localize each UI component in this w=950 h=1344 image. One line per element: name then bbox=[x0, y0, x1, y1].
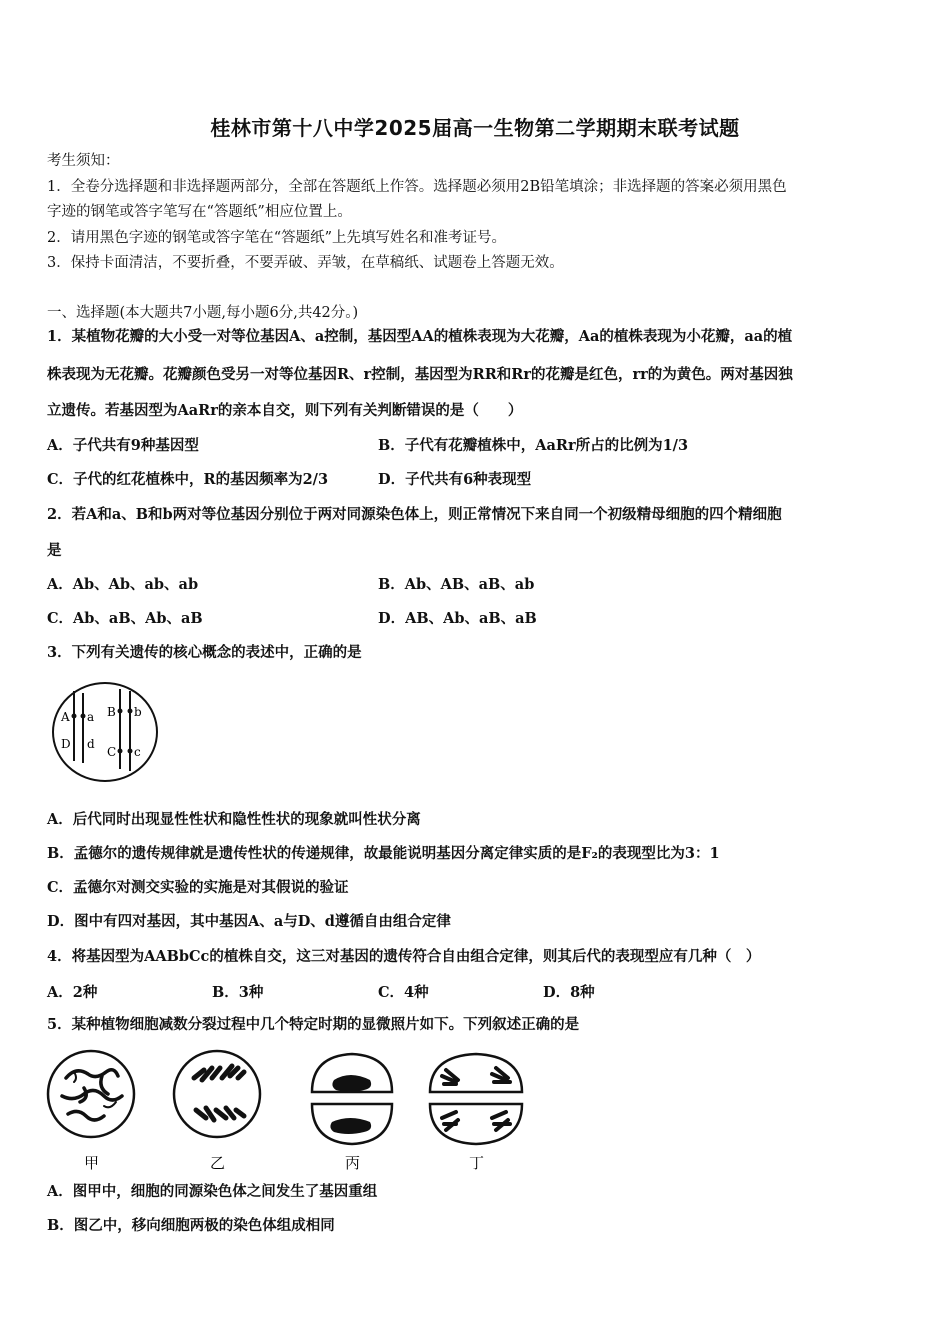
gene-label: D bbox=[61, 737, 71, 751]
question-4-stem: 4．将基因型为AABbCc的植株自交，这三对基因的遗传符合自由组合定律，则其后代的表现型应有几种（ ） bbox=[47, 948, 761, 965]
notice-item: 1．全卷分选择题和非选择题两部分，全部在答题纸上作答。选择题必须用2B铅笔填涂；非选择题的答案必须用黑色 bbox=[47, 179, 787, 195]
notice-item: 3．保持卡面清洁，不要折叠，不要弄破、弄皱，在草稿纸、试题卷上答题无效。 bbox=[47, 255, 564, 271]
figure-label: 乙 bbox=[210, 1154, 226, 1172]
question-1-line: 1．某植物花瓣的大小受一对等位基因A、a控制，基因型AA的植株表现为大花瓣，Aa的植株表现为小花瓣，aa的植 bbox=[47, 328, 793, 345]
section-heading: 一、选择题(本大题共7小题,每小题6分,共42分。) bbox=[47, 305, 359, 321]
q4-option-d: D．8种 bbox=[543, 984, 595, 1001]
question-5-stem: 5．某种植物细胞减数分裂过程中几个特定时期的显微照片如下。下列叙述正确的是 bbox=[47, 1016, 580, 1033]
q3-option-a: A．后代同时出现显性性状和隐性性状的现象就叫性状分离 bbox=[47, 811, 421, 828]
q1-option-a: A．子代共有9种基因型 bbox=[47, 437, 199, 454]
figure-label: 丙 bbox=[345, 1154, 361, 1172]
q1-option-d: D．子代共有6种表现型 bbox=[378, 471, 532, 488]
q4-option-b: B．3种 bbox=[212, 984, 264, 1001]
gene-label: A bbox=[61, 710, 70, 724]
question-2-line: 是 bbox=[47, 542, 62, 559]
question-1-line: 立遗传。若基因型为AaRr的亲本自交，则下列有关判断错误的是（ ） bbox=[47, 402, 523, 419]
question-2-line: 2．若A和a、B和b两对等位基因分别位于两对同源染色体上，则正常情况下来自同一个初级精母细胞的四个精细胞 bbox=[47, 506, 782, 523]
gene-label: d bbox=[87, 737, 95, 751]
gene-label: c bbox=[134, 745, 141, 759]
q2-option-b: B．Ab、AB、aB、ab bbox=[378, 576, 535, 593]
notice-heading: 考生须知： bbox=[47, 153, 120, 169]
cell-yi bbox=[174, 1051, 260, 1137]
gene-label: C bbox=[107, 745, 117, 759]
gene-label: b bbox=[134, 705, 142, 719]
question-3-stem: 3．下列有关遗传的核心概念的表述中，正确的是 bbox=[47, 644, 362, 661]
page-title: 桂林市第十八中学2025届高一生物第二学期期末联考试题 bbox=[210, 116, 740, 140]
gene-label: B bbox=[107, 705, 116, 719]
q5-option-a: A．图甲中，细胞的同源染色体之间发生了基因重组 bbox=[47, 1183, 378, 1200]
q4-option-a: A．2种 bbox=[47, 984, 98, 1001]
gene-chromosome-diagram bbox=[52, 681, 160, 783]
question-1-line: 株表现为无花瓣。花瓣颜色受另一对等位基因R、r控制，基因型为RR和Rr的花瓣是红色，rr的为黄色。两对基因独 bbox=[47, 366, 793, 383]
q3-option-d: D．图中有四对基因，其中基因A、a与D、d遵循自由组合定律 bbox=[47, 913, 451, 930]
cell-jia bbox=[48, 1051, 134, 1137]
q3-option-b: B．孟德尔的遗传规律就是遗传性状的传递规律，故最能说明基因分离定律实质的是F₂的表现型比为3：1 bbox=[47, 845, 720, 862]
q4-option-c: C．4种 bbox=[378, 984, 429, 1001]
q5-option-b: B．图乙中，移向细胞两极的染色体组成相同 bbox=[47, 1217, 335, 1234]
notice-item: 2．请用黑色字迹的钢笔或答字笔在“答题纸”上先填写姓名和准考证号。 bbox=[47, 230, 507, 246]
q2-option-c: C．Ab、aB、Ab、aB bbox=[47, 610, 203, 627]
gene-label: a bbox=[87, 710, 95, 724]
cell-ding bbox=[430, 1054, 522, 1144]
q2-option-a: A．Ab、Ab、ab、ab bbox=[47, 576, 199, 593]
notice-item: 字迹的钢笔或答字笔写在“答题纸”相应位置上。 bbox=[47, 204, 352, 220]
q2-option-d: D．AB、Ab、aB、aB bbox=[378, 610, 537, 627]
figure-label: 丁 bbox=[469, 1154, 485, 1172]
cell-bing bbox=[312, 1054, 392, 1144]
q1-option-b: B．子代有花瓣植株中，AaRr所占的比例为1/3 bbox=[378, 437, 689, 454]
figure-label: 甲 bbox=[84, 1154, 100, 1172]
meiosis-micrographs bbox=[44, 1048, 524, 1172]
q1-option-c: C．子代的红花植株中，R的基因频率为2/3 bbox=[47, 471, 329, 488]
q3-option-c: C．孟德尔对测交实验的实施是对其假说的验证 bbox=[47, 879, 349, 896]
